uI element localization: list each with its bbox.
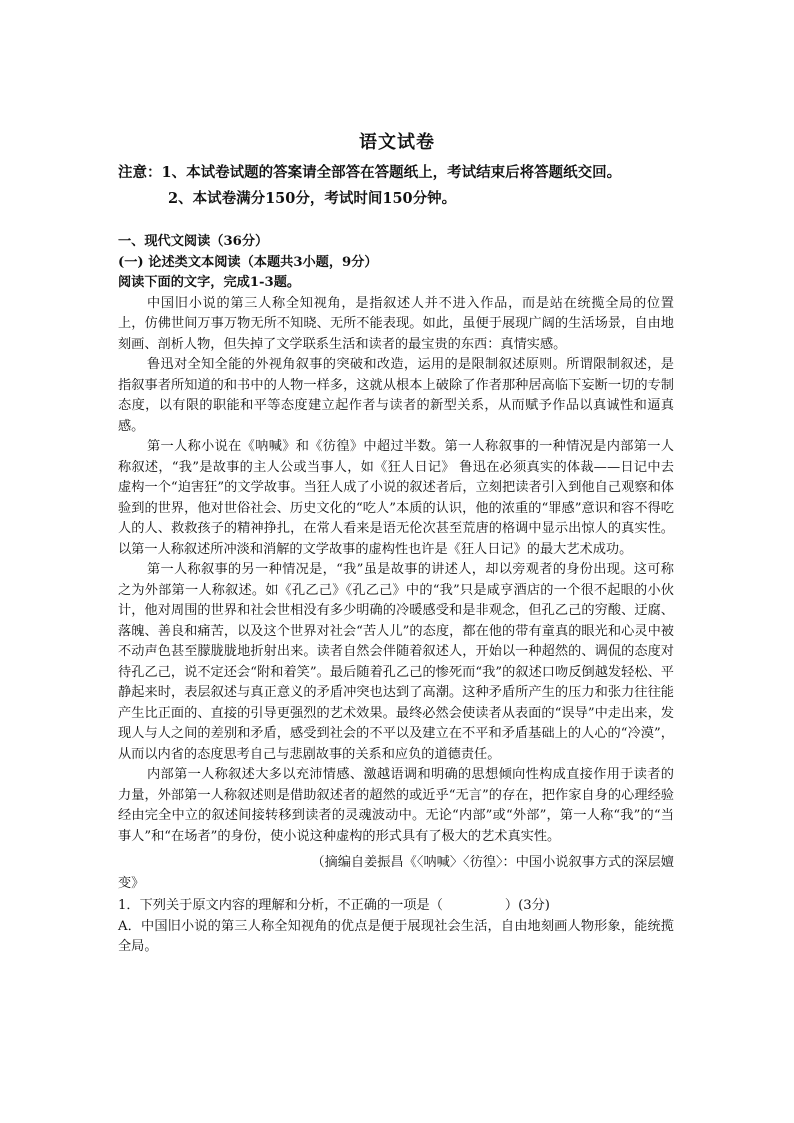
source-citation-cont: 变》 — [118, 875, 145, 891]
option-a: A．中国旧小说的第三人称全知视角的优点是便于展现社会生活，自由地刻画人物形象，能统揽全局。 — [118, 918, 674, 954]
question-1-stem: 1．下列关于原文内容的理解和分析，不正确的一项是（ — [118, 898, 443, 913]
question-1 — [118, 896, 674, 917]
section-heading: 一、现代文阅读（36分） — [118, 234, 269, 249]
notice-line-1: 注意：1、本试卷试题的答案请全部答在答题纸上，考试结束后将答题纸交回。 — [118, 164, 622, 181]
paragraph-3: 第一人称小说在《呐喊》和《彷徨》中超过半数。第一人称叙事的一种情况是内部第一人称叙述，“我”是故事的主人公或当事人，如《狂人日记》 鲁迅在必须真实的体裁——日记中去虚构一个“迫害狂”的文学故事。当狂人成了小说的叙述者后，立刻把读者引入到他自己观察和体验到的世界，他对世俗社会、历史文化的“吃人”本质的认识，他的浓重的“罪感”意识和容不得吃人的人、救救孩子的精神挣扎，在常人看来是语无伦次甚至荒唐的格调中显示出惊人的真实性。以第一人称叙述所冲淡和消解的文学故事的虚构性也许是《狂人日记》的最大艺术成功。 — [118, 439, 674, 557]
section-instruction: 阅读下面的文字，完成1-3题。 — [118, 275, 301, 290]
section-subheading: (一) 论述类文本阅读（本题共3小题，9分） — [118, 254, 378, 270]
paragraph-4: 第一人称叙事的另一种情况是，“我”虽是故事的讲述人，却以旁观者的身份出现。这可称之为外部第一人称叙述。如《孔乙己》《孔乙己》中的“我”只是咸亨酒店的一个很不起眼的小伙计，他对周围的世界和社会世相没有多少明确的冷暖感受和是非观念，但孔乙己的穷酸、迂腐、落魄、善良和痛苦，以及这个世界对社会“苦人儿”的态度，都在他的带有童真的眼光和心灵中被不动声色甚至朦胧胧地折射出来。读者自然会伴随着叙述人，开始以一种超然的、调侃的态度对待孔乙己，说不定还会“附和着笑”。最后随着孔乙己的惨死而“我”的叙述口吻反倒越发轻松、平静起来时，表层叙述与真正意义的矛盾冲突也达到了高潮。这种矛盾所产生的压力和张力往往能产生比正面的、直接的引导更强烈的艺术效果。最终必然会使读者从表面的“误导”中走出来，发现人与人之间的差别和矛盾，感受到社会的不平以及建立在不平和矛盾基础上的人心的“冷漠”，从而以内省的态度思考自己与悲剧故事的关系和应负的道德责任。 — [118, 562, 674, 762]
paragraph-5: 内部第一人称叙述大多以充沛情感、激越语调和明确的思想倾向性构成直接作用于读者的力量，外部第一人称叙述则是借助叙述者的超然的或近乎“无言”的存在，把作家自身的心理经验经由完全中立的叙述间接转移到读者的灵魂波动中。无论“内部”或“外部”，第一人称“我”的“当事人”和“在场者”的身份，使小说这种虚构的形式具有了极大的艺术真实性。 — [118, 767, 674, 844]
reading-section — [118, 232, 674, 958]
notice-line-2: 2、本试卷满分150分，考试时间150分钟。 — [168, 190, 457, 207]
source-citation: （摘编自姜振昌《〈呐喊〉〈彷徨〉：中国小说叙事方式的深层嬗 — [311, 855, 674, 870]
page-title: 语文试卷 — [359, 132, 435, 153]
paragraph-1: 中国旧小说的第三人称全知视角，是指叙述人并不进入作品，而是站在统揽全局的位置上，仿佛世间万事万物无所不知晓、无所不能表现。如此，虽便于展现广阔的生活场景，自由地刻画、剖析人物，但失掉了文学联系生活和读者的最宝贵的东西：真情实感。 — [118, 295, 674, 352]
paragraph-2: 鲁迅对全知全能的外视角叙事的突破和改造，运用的是限制叙述原则。所谓限制叙述，是指叙事者所知道的和书中的人物一样多，这就从根本上破除了作者那种居高临下妄断一切的专制态度，以有限的职能和平等态度建立起作者与读者的新型关系，从而赋予作品以真诚性和逼真感。 — [118, 357, 674, 434]
question-1-score: ）(3分) — [504, 898, 550, 913]
